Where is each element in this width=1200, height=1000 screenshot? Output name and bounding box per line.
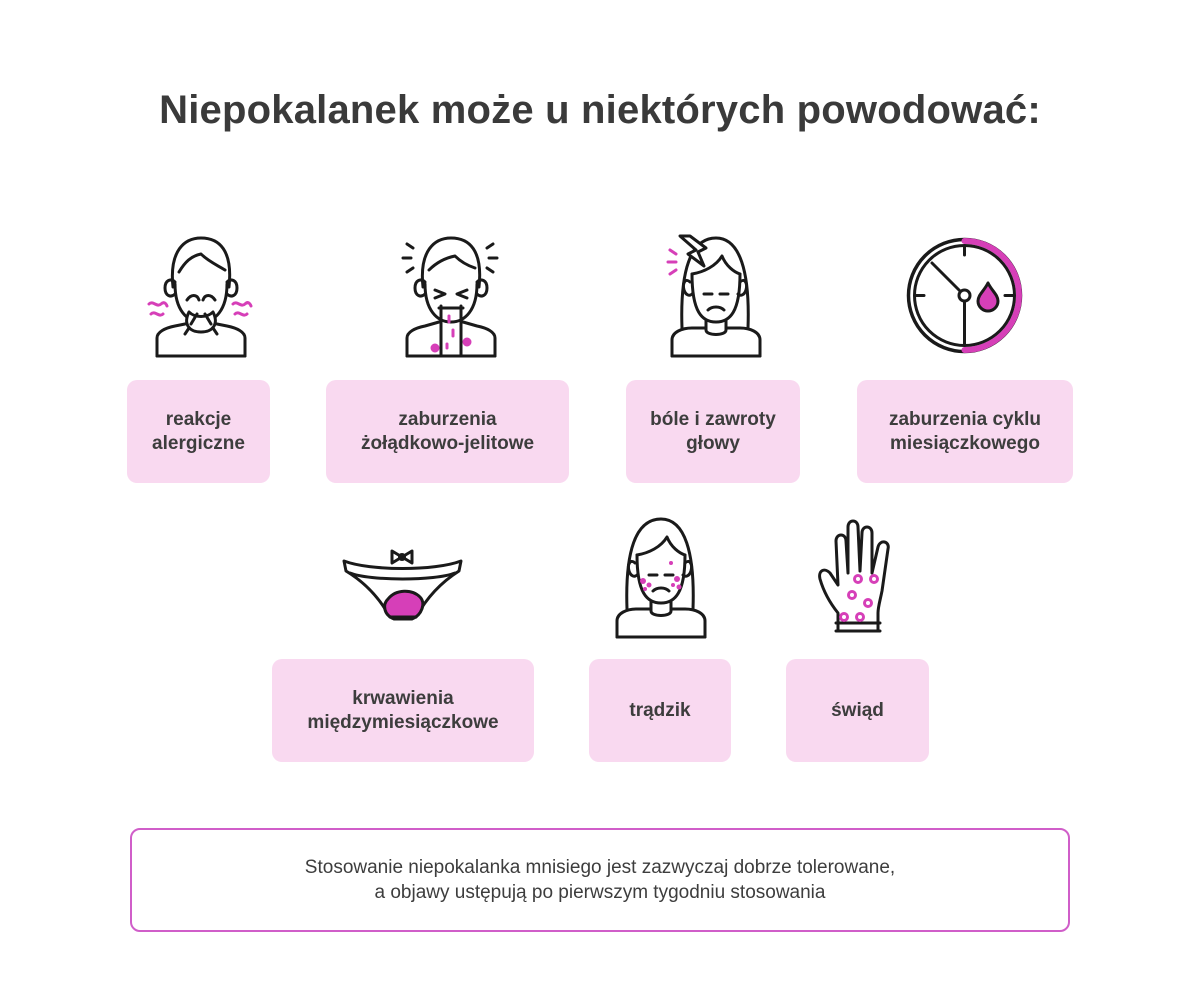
label-allergic-reactions: reakcje alergiczne	[127, 380, 270, 483]
label-gastrointestinal-disorders: zaburzenia żołądkowo-jelitowe	[326, 380, 569, 483]
tolerance-note: Stosowanie niepokalanka mnisiego jest zazwyczaj dobrze tolerowane, a objawy ustępują po pierwszym tygodniu stosowania	[130, 828, 1070, 932]
label-itching: świąd	[786, 659, 929, 762]
label-headache-dizziness: bóle i zawroty głowy	[626, 380, 800, 483]
label-acne: trądzik	[589, 659, 731, 762]
allergic-person-icon	[145, 232, 255, 357]
headache-person-icon	[660, 232, 770, 357]
label-menstrual-disorders: zaburzenia cyklu miesiączkowego	[857, 380, 1073, 483]
acne-person-icon	[605, 513, 715, 638]
stained-underwear-icon	[340, 543, 465, 623]
page-title: Niepokalanek może u niektórych powodować:	[159, 88, 1041, 132]
menstrual-clock-icon	[902, 233, 1027, 358]
vomiting-person-icon	[395, 232, 505, 357]
itchy-hand-icon	[812, 513, 907, 638]
label-intermenstrual-bleeding: krwawienia międzymiesiączkowe	[272, 659, 534, 762]
